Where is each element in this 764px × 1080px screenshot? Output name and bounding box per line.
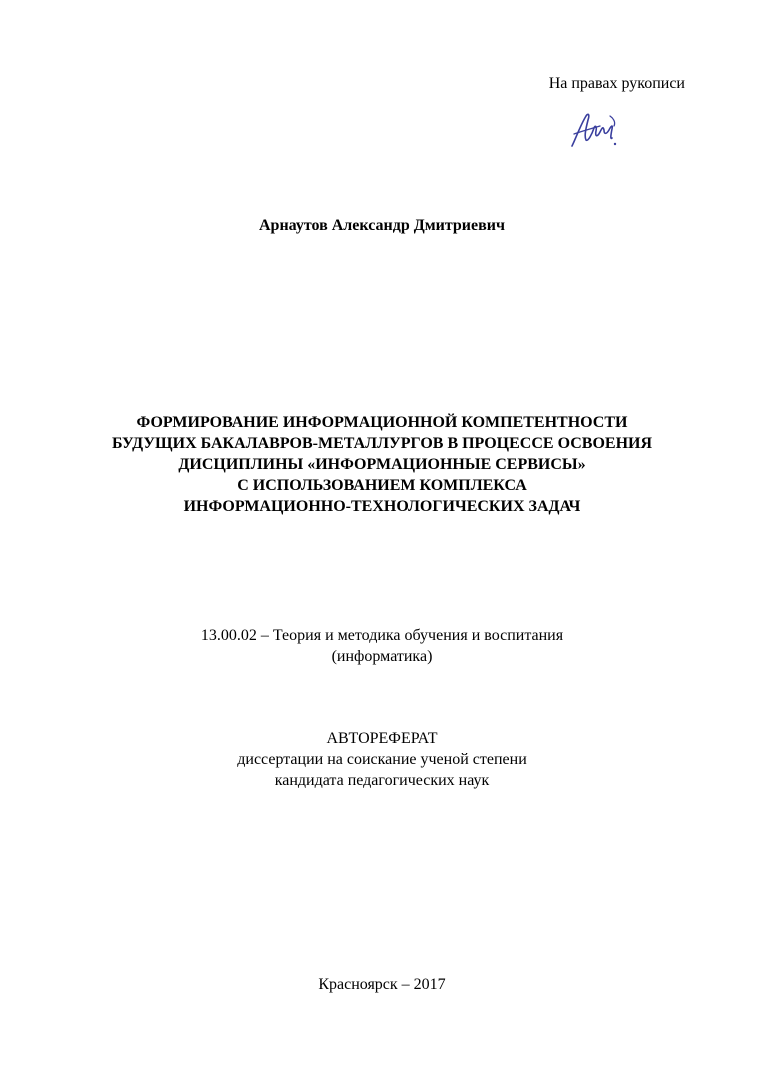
manuscript-rights-note: На правах рукописи [548, 75, 685, 92]
abstract-line: кандидата педагогических наук [274, 772, 490, 789]
dissertation-title [0, 412, 764, 517]
abstract-line: диссертации на соискание ученой степени [237, 751, 527, 768]
title-line: ИНФОРМАЦИОННО-ТЕХНОЛОГИЧЕСКИХ ЗАДАЧ [183, 498, 581, 515]
abstract-heading: АВТОРЕФЕРАТ [326, 730, 438, 747]
title-line: С ИСПОЛЬЗОВАНИЕМ КОМПЛЕКСА [237, 477, 527, 494]
title-line: БУДУЩИХ БАКАЛАВРОВ-МЕТАЛЛУРГОВ В ПРОЦЕССЕ ОСВОЕНИЯ [111, 435, 653, 452]
specialty-code [0, 625, 764, 667]
author-name: Арнаутов Александр Дмитриевич [259, 217, 505, 234]
author-signature [566, 104, 624, 152]
specialty-line: (информатика) [331, 648, 433, 665]
title-line: ФОРМИРОВАНИЕ ИНФОРМАЦИОННОЙ КОМПЕТЕНТНОСТИ [136, 414, 628, 431]
specialty-line: 13.00.02 – Теория и методика обучения и воспитания [200, 627, 564, 644]
place-and-year: Красноярск – 2017 [318, 976, 446, 993]
title-line: ДИСЦИПЛИНЫ «ИНФОРМАЦИОННЫЕ СЕРВИСЫ» [178, 456, 586, 473]
abstract-label [0, 728, 764, 791]
